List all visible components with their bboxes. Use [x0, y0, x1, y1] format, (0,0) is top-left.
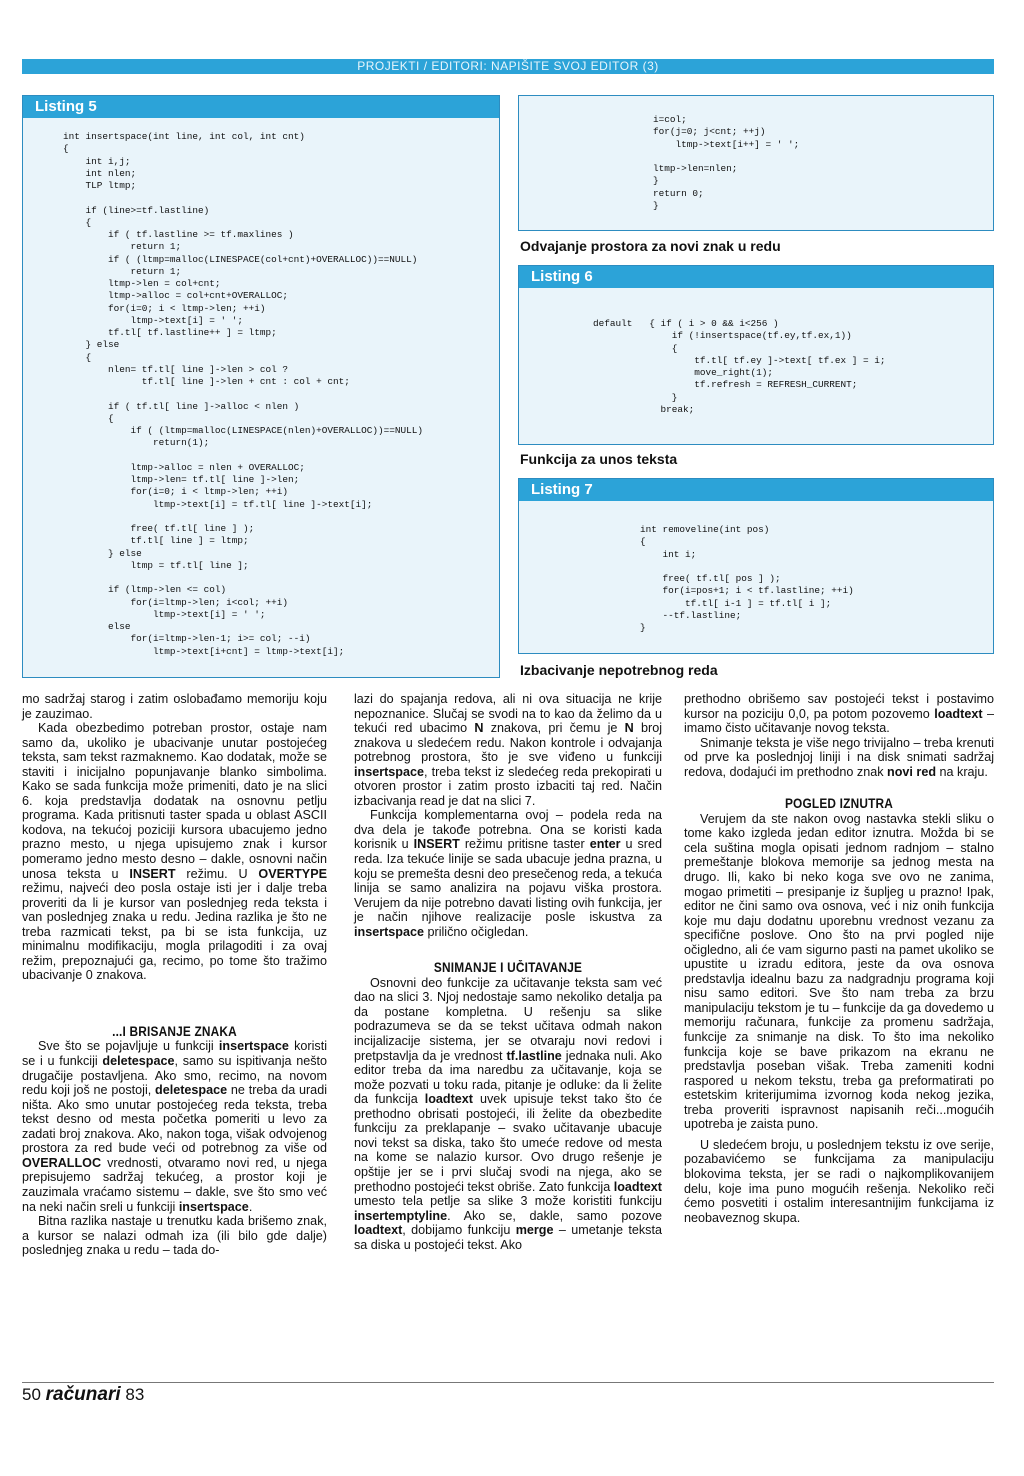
paragraph: Sve što se pojavljuje u funkciji insertspace koristi se i u funkciji deletespace, samo su ispitivanja nešto drugačije postavljena. Ako smo, recimo, na novom redu koji još ne postoji, deletespace ne treba da uradi ništa. Ako smo unutar postojećeg reda teksta, treba tekst desno od mesta početka pomeriti u levo za zadati broj znakova. Ako, nakon toga, višak odvojenog prostora za red bude veći od potrebnog za više od OVERALLOC vrednosti, otvaramo novi red, u njega prepisujemo sadržaj tekućeg, a prostor koji je zauzimala vraćamo sistemu – dakle, sve što smo već na neki način sreli u funkciji insertspace.: [22, 1039, 327, 1214]
paragraph: lazi do spajanja redova, ali ni ova situacija ne krije nepoznanice. Slučaj se svodi na to kao da želimo da u tekući red ubacimo N znakova, pri čemu je N broj znakova u sledećem redu. Nakon kontrole i odvajanja potrebnog prostora, što je sve viđeno u funkciji insertspace, treba tekst iz sledećeg reda prekopirati u otvoren prostor i zatim prosto izbaciti taj red. Način izbacivanja read je dat na slici 7.: [354, 692, 663, 808]
paragraph: Verujem da ste nakon ovog nastavka stekli sliku o tome kako izgleda jedan editor iznutra. Možda bi se cela suština mogla opisati jednom radnjom – stalno premeštanje blokova memorije sa jednog mesta na drugo. Ili, kako bi neko koga sve ovo ne zanima, mogao primetiti – presipanje iz šupljeg u prazno! Ipak, editor ne čini samo ova osnova, već i niz onih funkcija koje mu daju dodatnu uporebnu vrednost vezanu za specifične poslove. Ono što na prvi pogled nije očigledno, ali će vam sigurno pasti na pamet ukoliko se upustite u izradu editora, jeste da ova osnova predstavlja idealnu bazu za nadgradnju programa koji nisu samo editori. Sve što nam treba za brzu manipulaciju tekstom je tu – funkcije da ga dovedemo u memoriju računara, funkcije za promenu sadržaja, funkcije za snimanje na disk. To što ima nekoliko funkcija koje se bave prikazom na ekranu ne predstavlja poseban višak. Treba zameniti kodni raspored u nekom tekstu, treba ga preformatirati po estetskim kriterijumima izvornog koda nekog jezika, treba proveriti ispravnost napisanih reči...mogućih upotreba je zaista puno.: [684, 811, 994, 1132]
footer-rule: [22, 1382, 994, 1383]
paragraph: U sledećem broju, u poslednjem tekstu iz ove serije, pozabavićemo se funkcijama za manipulaciju blokovima teksta, jer se radi o najkomplikovanijem delu, koje ima puno mogućih rešenja. Nekoliko reči ćemo posvetiti i ostalim interesantnijim funkcijama iz neobaveznog skupa.: [684, 1137, 994, 1225]
paragraph: Snimanje teksta je više nego trivijalno – treba krenuti od prve ka poslednjoj liniji i na disk snimati sadržaj redova, dodajući im prethodno znak novi red na kraju.: [684, 735, 995, 779]
issue-number: 83: [125, 1385, 145, 1404]
section-heading: ...I BRISANJE ZNAKA: [112, 1023, 237, 1039]
listing-7-title: Listing 7: [519, 479, 993, 501]
paragraph: Funkcija komplementarna ovoj – podela reda na dva dela je takođe potrebna. Ona se koristi kada korisnik u INSERT režimu pritisne taster enter u sred reda. Iza tekuće linije se sada ubacuje jedna prazna, u koju se premešta desni deo presečenog reda, a tekuća linija se samo analizira na pojavu viška prostora. Verujem da nije potrebno davati listing ovih funkcija, jer je način njihove realizacije posle iskustva za insertspace prilično očigledan.: [354, 808, 662, 939]
listing-7-caption: Izbacivanje nepotrebnog reda: [520, 662, 718, 678]
magazine-brand: računari: [45, 1384, 121, 1405]
listing-6-caption: Funkcija za unos teksta: [520, 451, 678, 467]
listing-6-title: Listing 6: [519, 266, 993, 288]
paragraph: prethodno obrišemo sav postojeći tekst i postavimo kursor na poziciju 0,0, pa potom pozovemo loadtext – imamo čisto učitavanje novog teksta.: [684, 692, 994, 736]
paragraph: Bitna razlika nastaje u trenutku kada brišemo znak, a kursor se nalazi odmah iza (ili bilo gde dalje) poslednjeg znaka u redu – tada do-: [22, 1214, 327, 1258]
listing-6-box: [518, 265, 994, 445]
listing-5-box: [22, 95, 500, 678]
page-number: 50: [22, 1385, 41, 1404]
article-column-2: [354, 692, 662, 1252]
listing-5-caption: Odvajanje prostora za novi znak u redu: [520, 238, 781, 254]
section-heading: POGLED IZNUTRA: [784, 796, 894, 812]
listing-6-code: default { if ( i > 0 && i<256 ) if (!insertspace(tf.ey,tf.ex,1)) { tf.tl[ tf.ey ]->text[ tf.ex ] = i; move_right(1); tf.refresh = REFRESH_CURRENT; } break;: [593, 318, 886, 415]
paragraph: Kada obezbedimo potreban prostor, ostaje nam samo da, ukoliko je ubacivanje unutar postojećeg teksta, sam tekst razmaknemo. Kao dodatak, može se staviti i inicijalno popunjavanje blanko simbolima. Kako se sada funkcija može primeniti, dato je na slici 6. koja predstavlja dodatak na osnovnu petlju programa. Kada pritisnuti taster spada u oblast ASCII kodova, na tekućoj poziciji kursora ubacujemo jedno prazno mesto, u njega upisujemo znak i kursor pomeramo jedno mesto desno – dakle, osnovni način unosa teksta u INSERT režimu. U OVERTYPE režimu, najveći deo posla ostaje isti jer i dalje treba proveriti da li je kursor van poslednjeg reda teksta i van poslednjeg znaka u redu. Jedina razlika je što ne treba razmicati tekst, pa bi se ista funkcija, uz minimalnu modifikaciju, mogla prilagoditi i za ovaj režim, prepoznajući ga, recimo, po tome što tražimo ubacivanje 0 znakova.: [22, 721, 327, 983]
section-banner: PROJEKTI / EDITORI: NAPIŠITE SVOJ EDITOR (3): [22, 59, 994, 74]
paragraph: mo sadržaj starog i zatim oslobađamo memoriju koju je zauzimao.: [22, 692, 327, 721]
listing-7-code: int removeline(int pos) { int i; free( tf.tl[ pos ] ); for(i=pos+1; i < tf.lastline; ++i) tf.tl[ i-1 ] = tf.tl[ i ]; --tf.lastline; }: [640, 524, 854, 633]
section-heading: SNIMANJE I UČITAVANJE: [433, 960, 583, 976]
page-footer: [22, 1384, 144, 1406]
article-column-3: [684, 692, 994, 1225]
article-column-1: [22, 692, 327, 1258]
listing-5-continued-code: i=col; for(j=0; j<cnt; ++j) ltmp->text[i++] = ' '; ltmp->len=nlen; } return 0; }: [653, 114, 800, 211]
paragraph: Osnovni deo funkcije za učitavanje teksta sam već dao na slici 3. Njoj nedostaje samo nekoliko detalja pa da postane kompletna. U rešenju sa slike podrazumeva se da se tekst učitava odmah nakon incijalizacije sistema, jer se otvaraju novi redovi i pretpstavlja da je vrednost tf.lastline jednaka nuli. Ako editor treba da ima naredbu za učitavanje, koja se može pozvati u toku rada, pitanje je odluke: da li želite da funkcija loadtext uvek upisuje tekst tako što će prethodno obrisati postojeći, ili želite da obezbedite funkciju za preklapanje – svako učitavanje ubacuje novi tekst sa diska, tako što umeće redove od mesta na kome se nalazio kursor. Ovo drugo rešenje je opštije jer se i prvi slučaj svodi na njega, ako se prethodno postojeći tekst obriše. Zato funkcija loadtext umesto tela petlje sa slike 3 može koristiti funkciju insertemptyline. Ako se, dakle, samo pozove loadtext, dobijamo funkciju merge – umetanje teksta sa diska u postojeći tekst. Ako: [354, 975, 663, 1252]
listing-5-title: Listing 5: [23, 96, 499, 118]
listing-5-continued-box: [518, 95, 994, 231]
listing-5-code: int insertspace(int line, int col, int cnt) { int i,j; int nlen; TLP ltmp; if (line>=tf.lastline) { if ( tf.lastline >= tf.maxlines ) return 1; if ( (ltmp=malloc(LINESPACE(col+cnt)+OVERALLOC))==NULL) return 1; ltmp->len = col+cnt; ltmp->alloc = col+cnt+OVERALLOC; for(i=0; i < ltmp->len; ++i) ltmp->text[i] = ' '; tf.tl[ tf.lastline++ ] = ltmp; } else { nlen= tf.tl[ line ]->len > col ? tf.tl[ line ]->len + cnt : col + cnt; if ( tf.tl[ line ]->alloc < nlen ) { if ( (ltmp=malloc(LINESPACE(nlen)+OVERALLOC))==NULL) return(1); ltmp->alloc = nlen + OVERALLOC; ltmp->len= tf.tl[ line ]->len; for(i=0; i < ltmp->len; ++i) ltmp->text[i] = tf.tl[ line ]->text[i]; free( tf.tl[ line ] ); tf.tl[ line ] = ltmp; } else ltmp = tf.tl[ line ]; if (ltmp->len <= col) for(i=ltmp->len; i<col; ++i) ltmp->text[i] = ' '; else for(i=ltmp->len-1; i>= col; --i) ltmp->text[i+cnt] = ltmp->text[i];: [63, 131, 424, 657]
listing-7-box: [518, 478, 994, 654]
